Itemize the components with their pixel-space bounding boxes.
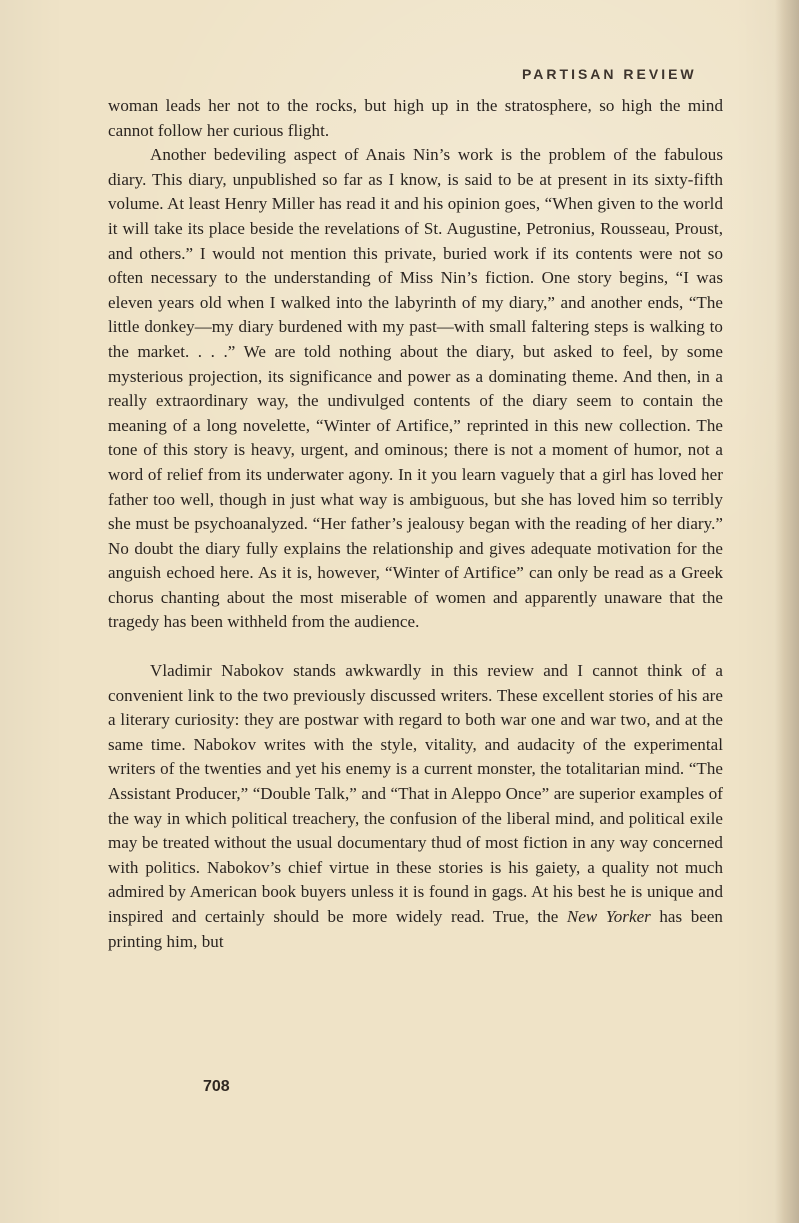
paragraph-3-italic: New Yorker bbox=[566, 907, 651, 926]
paragraph-3-part-2: has been printing him, but bbox=[108, 907, 723, 951]
section-break bbox=[108, 635, 723, 659]
body-text bbox=[108, 94, 723, 954]
paragraph-1: woman leads her not to the rocks, but high up in the stratosphere, so high the mind cannot follow her curious flight. bbox=[108, 96, 723, 140]
paragraph-2: Another bedeviling aspect of Anais Nin’s work is the problem of the fabulous diary. This diary, unpublished so far as I know, is said to be at present in its sixty-fifth volume. At least Henry Miller has read it and his opinion goes, “When given to the world it will take its place beside the revelations of St. Augustine, Petronius, Rousseau, Proust, and others.” I would not mention this private, buried work if its contents were not so often necessary to the understanding of Miss Nin’s fiction. One story begins, “I was eleven years old when I walked into the labyrinth of my diary,” and another ends, “The little donkey—my diary burdened with my past—with small faltering steps is walking to the market. . . .” We are told nothing about the diary, but asked to feel, by some mysterious projection, its significance and power as a dominating theme. And then, in a really extraordinary way, the undivulged contents of the diary seem to contain the meaning of a long novelette, “Winter of Artifice,” reprinted in this new collection. The tone of this story is heavy, urgent, and ominous; there is not a moment of humor, not a word of relief from its underwater agony. In it you learn vaguely that a girl has loved her father too well, though in just what way is ambiguous, but she has loved him so terribly she must be psychoanalyzed. “Her father’s jealousy began with the reading of her diary.” No doubt the diary fully explains the relationship and gives adequate motivation for the anguish echoed here. As it is, however, “Winter of Artifice” can only be read as a Greek chorus chanting about the most miserable of women and apparently unaware that the tragedy has been withheld from the audience. bbox=[108, 145, 723, 632]
page-edge-shadow bbox=[775, 0, 799, 1223]
paragraph-3 bbox=[108, 659, 723, 954]
paragraph-3-part-1: Vladimir Nabokov stands awkwardly in this review and I cannot think of a convenient link to the two previously discussed writers. These excellent stories of his are a literary curiosity: they are postwar with regard to both war one and war two, and at the same time. Nabokov writes with the style, vitality, and audacity of the experimental writers of the twenties and yet his enemy is a current monster, the totalitarian mind. “The Assistant Producer,” “Double Talk,” and “That in Aleppo Once” are superior examples of the way in which political treachery, the confusion of the liberal mind, and political exile may be treated without the usual documentary thud of most fiction in any way concerned with politics. Nabokov’s chief virtue in these stories is his gaiety, a quality not much admired by American book buyers unless it is found in gags. At his best he is unique and inspired and certainly should be more widely read. True, the bbox=[108, 661, 723, 926]
running-head: PARTISAN REVIEW bbox=[522, 66, 697, 82]
page-number: 708 bbox=[203, 1078, 230, 1095]
